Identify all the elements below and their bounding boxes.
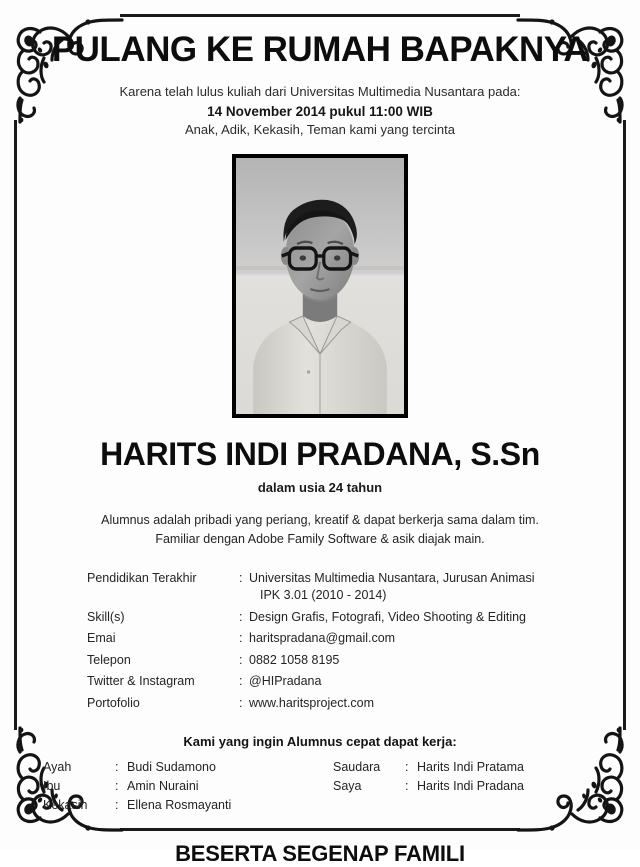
table-row [87,589,553,606]
family-colon-left: : [115,779,119,794]
table-row [87,649,553,671]
age-line: dalam usia 24 tahun [257,480,383,495]
detail-colon-spacer [239,589,249,606]
family-label-left: Ayah [43,760,72,775]
detail-value-social[interactable]: @HIPradana [249,674,322,689]
intro-line-3: Anak, Adik, Kekasih, Teman kami yang tercinta [184,122,455,138]
table-row [43,758,597,777]
frame-border-top [120,14,520,17]
detail-label: Emai [87,631,116,646]
table-row [87,568,553,590]
family-label-left: Kekasih [43,798,88,813]
portrait-photo [236,158,404,414]
detail-colon: : [239,609,243,624]
family-colon-left: : [115,760,119,775]
family-heading: Kami yang ingin Alumnus cepat dapat kerja: [183,733,457,749]
family-colon-left: : [115,798,119,813]
family-label-right: Saya [333,779,362,794]
family-value-right: Harits Indi Pratama [417,760,524,775]
family-colon-right: : [405,760,409,775]
detail-value-email[interactable]: haritspradana@gmail.com [249,631,396,646]
table-row [87,606,553,628]
detail-colon: : [239,631,243,646]
family-label-right-empty [333,796,405,815]
details-table [87,568,553,714]
family-label-left: Ibu [43,779,61,794]
detail-colon: : [239,695,243,710]
detail-label: Portofolio [87,695,140,710]
table-row [87,628,553,650]
detail-label-spacer [87,589,239,606]
blurb-line-2: Familiar dengan Adobe Family Software & asik diajak main. [155,532,485,547]
portrait-photo-frame [232,154,408,418]
detail-value: Design Grafis, Fotografi, Video Shooting & Editing [249,609,527,624]
family-value-left: Ellena Rosmayanti [127,798,232,813]
portrait-illustration-icon [236,158,404,414]
family-table [43,758,597,815]
intro-block [30,83,610,140]
family-gap [307,777,333,796]
detail-label: Twitter & Instagram [87,674,195,689]
detail-label: Skill(s) [87,609,125,624]
detail-value-phone: 0882 1058 8195 [249,652,340,667]
family-value-left: Amin Nuraini [127,779,199,794]
intro-line-2-date: 14 November 2014 pukul 11:00 WIB [207,103,433,119]
intro-line-1: Karena telah lulus kuliah dari Universitas Multimedia Nusantara pada: [119,83,521,99]
family-value-left: Budi Sudamono [127,760,216,775]
detail-colon: : [239,571,243,586]
table-row [43,796,597,815]
family-colon-right: : [405,779,409,794]
poster-content [30,20,610,867]
detail-value: Universitas Multimedia Nusantara, Jurusan Animasi [249,571,535,586]
family-value-right-empty [417,796,597,815]
table-row [87,671,553,693]
deceased-name: HARITS INDI PRADANA, S.Sn [100,436,540,472]
family-colon-right-empty [405,796,417,815]
family-label-right: Saudara [333,760,381,775]
detail-label: Telepon [87,652,131,667]
poster-title: PULANG KE RUMAH BAPAKNYA [51,30,589,69]
blurb-line-1: Alumnus adalah pribadi yang periang, kreatif & dapat berkerja sama dalam tim. [101,513,539,527]
frame-border-right [623,120,626,730]
family-gap [307,796,333,815]
detail-value-continued: IPK 3.01 (2010 - 2014) [260,588,387,603]
table-row [43,777,597,796]
detail-label: Pendidikan Terakhir [87,571,197,586]
closing-line: BESERTA SEGENAP FAMILI [175,840,465,866]
detail-value-portfolio[interactable]: www.haritsproject.com [249,695,375,710]
family-gap [307,758,333,777]
frame-border-left [14,120,17,730]
blurb-block [30,511,610,550]
table-row [87,692,553,714]
detail-colon: : [239,674,243,689]
detail-colon: : [239,652,243,667]
family-value-right: Harits Indi Pradana [417,779,525,794]
